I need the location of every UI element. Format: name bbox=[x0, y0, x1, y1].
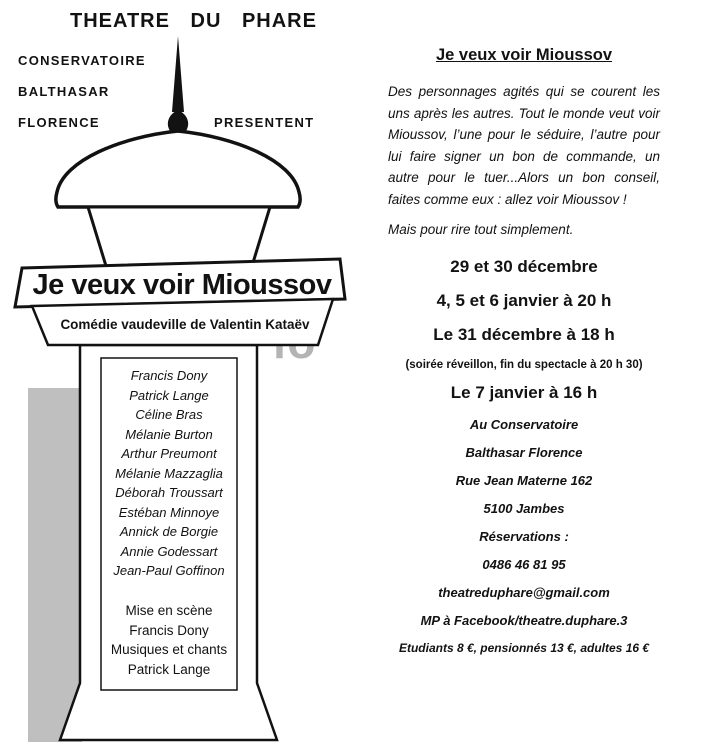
cast-member: Francis Dony bbox=[130, 368, 208, 383]
credit-role: Mise en scène bbox=[125, 603, 213, 618]
cast-member: Déborah Troussart bbox=[115, 485, 223, 500]
cast-member: Arthur Preumont bbox=[121, 446, 217, 461]
cast-member: Jean-Paul Goffinon bbox=[113, 563, 225, 578]
present-word: PRESENTENT bbox=[214, 115, 315, 130]
lighthouse-knob bbox=[168, 110, 188, 131]
credit-name: Francis Dony bbox=[129, 622, 209, 638]
credits-block bbox=[102, 601, 236, 679]
email-address: theatreduphare@gmail.com bbox=[438, 585, 610, 600]
presenter-line-conservatoire: CONSERVATOIRE bbox=[18, 53, 146, 68]
cast-member: Estéban Minnoye bbox=[118, 504, 220, 520]
show-date: 4, 5 et 6 janvier à 20 h bbox=[436, 291, 612, 310]
venue-line: Au Conservatoire bbox=[469, 417, 579, 432]
cast-member: Céline Bras bbox=[135, 407, 203, 422]
cast-member: Annie Godessart bbox=[120, 543, 218, 559]
presenter-line-florence: FLORENCE bbox=[18, 115, 100, 130]
prices-line: Etudiants 8 €, pensionnés 13 €, adultes 16 € bbox=[398, 641, 650, 655]
show-date: Le 7 janvier à 16 h bbox=[450, 383, 598, 402]
show-title: Je veux voir Mioussov bbox=[32, 269, 332, 301]
lighthouse-drum bbox=[88, 207, 270, 266]
facebook-line: MP à Facebook/theatre.duphare.3 bbox=[420, 613, 628, 628]
cast-list bbox=[102, 366, 236, 581]
theatre-name: THEATRE DU PHARE bbox=[70, 10, 317, 32]
cast-member: Patrick Lange bbox=[129, 387, 209, 403]
lighthouse-dome bbox=[56, 131, 300, 207]
show-description: Des personnages agités qui se courent les uns après les autres. Tout le monde veut voir Mioussov, l’une pour le séduire, l’autre pour lui faire signer un bon de commande, un autre pour le tuer...Alors un bon conseil, faites comme eux : allez voir Mioussov ! bbox=[388, 84, 660, 207]
venue-address: Rue Jean Materne 162 bbox=[455, 473, 593, 488]
credit-name: Patrick Lange bbox=[127, 661, 211, 677]
venue-line: Balthasar Florence bbox=[465, 445, 583, 460]
details-heading: Je veux voir Mioussov bbox=[435, 46, 613, 64]
show-subtitle: Comédie vaudeville de Valentin Kataëv bbox=[60, 317, 310, 332]
cast-member: Annick de Borgie bbox=[119, 524, 219, 539]
lighthouse-shadow bbox=[28, 388, 82, 742]
venue-city: 5100 Jambes bbox=[483, 501, 565, 516]
details-panel bbox=[388, 46, 660, 655]
reservations-label: Réservations : bbox=[479, 529, 569, 544]
show-date: 29 et 30 décembre bbox=[450, 257, 598, 276]
show-date: Le 31 décembre à 18 h bbox=[433, 325, 615, 344]
lighthouse-spire bbox=[172, 36, 184, 112]
show-tagline: Mais pour rire tout simplement. bbox=[388, 222, 574, 237]
date-note: (soirée réveillon, fin du spectacle à 20 h 30) bbox=[405, 359, 643, 371]
credit-role: Musiques et chants bbox=[110, 642, 228, 657]
cast-member: Mélanie Burton bbox=[125, 426, 213, 442]
cast-member: Mélanie Mazzaglia bbox=[115, 465, 223, 481]
presenter-line-balthasar: BALTHASAR bbox=[18, 84, 110, 99]
phone-number: 0486 46 81 95 bbox=[482, 557, 566, 572]
